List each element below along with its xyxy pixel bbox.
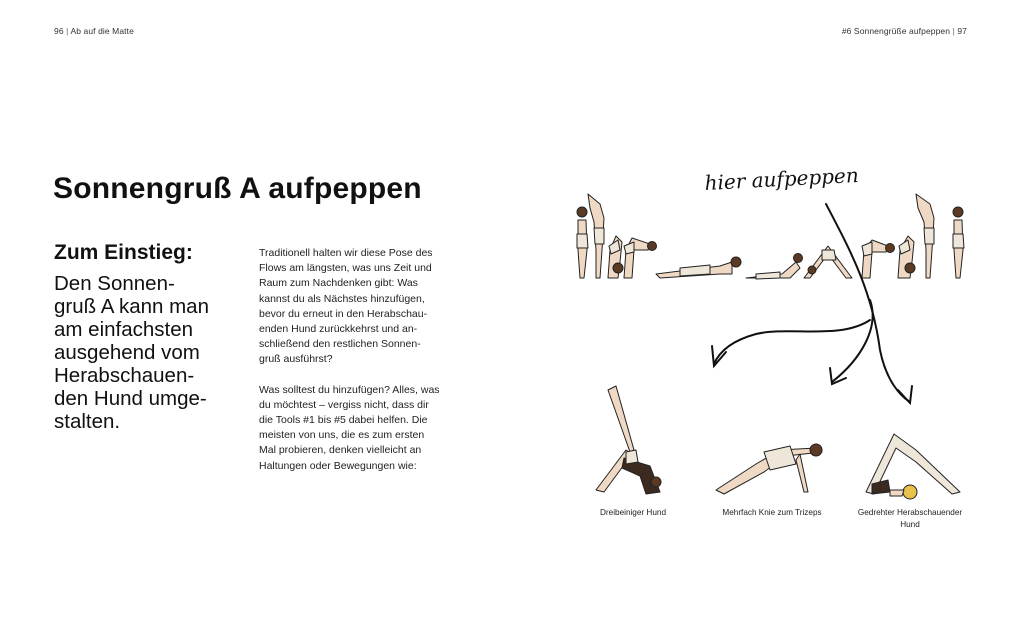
- forward-fold-figure-icon: [608, 236, 623, 278]
- standing-figure-icon: [577, 207, 588, 278]
- intro-line: gruß A kann man: [54, 295, 209, 318]
- body-line: die Tools #1 bis #5 dabei helfen. Die: [259, 414, 428, 427]
- right-section-title: #6 Sonnengrüße aufpeppen: [841, 26, 951, 36]
- right-page-number: 97: [957, 26, 967, 36]
- intro-line: ausgehend vom: [54, 341, 200, 364]
- caption-pose-2: Mehrfach Knie zum Trizeps: [722, 508, 822, 517]
- upward-salute-figure-icon: [916, 194, 934, 278]
- arrow-to-pose-3: [826, 204, 910, 402]
- body-line: gruß ausführst?: [259, 353, 333, 366]
- body-line: meisten von uns, die es zum ersten: [259, 429, 425, 442]
- pose-twisted-downward-dog-icon: [866, 434, 960, 499]
- subheading: Zum Einstieg:: [54, 241, 193, 264]
- intro-line: am einfachsten: [54, 318, 194, 341]
- pose-knee-to-triceps-icon: [716, 444, 822, 494]
- plank-figure-icon: [656, 257, 741, 278]
- right-page-header: [842, 26, 967, 36]
- caption-pose-3: [848, 507, 972, 531]
- paragraph-1: [259, 246, 449, 368]
- half-lift-figure-icon: [624, 238, 657, 278]
- caption-line: Gedrehter Herabschauender: [857, 508, 963, 517]
- paragraph-2: [259, 383, 449, 474]
- body-line: Was solltest du hinzufügen? Alles, was: [259, 383, 440, 396]
- body-line: Haltungen oder Bewegungen wie:: [259, 459, 417, 472]
- sun-salutation-sequence: [577, 194, 964, 279]
- left-page-header: [54, 26, 134, 36]
- intro-line: Den Sonnen-: [54, 272, 175, 295]
- pose-three-legged-dog-icon: [596, 386, 661, 494]
- intro-line: stalten.: [54, 410, 121, 433]
- caption-pose-1: Dreibeiniger Hund: [600, 508, 666, 517]
- yoga-illustration: [560, 150, 990, 550]
- intro-line: Herabschauen-: [54, 364, 195, 387]
- arrow-to-pose-1: [714, 320, 870, 364]
- body-line: Flows am längsten, was uns Zeit und: [259, 262, 432, 275]
- body-line: schließend den restlichen Sonnen-: [259, 338, 421, 351]
- body-line: Raum zum Nachdenken gibt: Was: [259, 277, 418, 290]
- upward-salute-figure-icon: [588, 194, 604, 278]
- half-lift-figure-icon: [862, 240, 895, 278]
- caption-line: Hund: [900, 520, 920, 529]
- header-separator: |: [952, 26, 955, 36]
- body-line: Mal probieren, denken vielleicht an: [259, 444, 422, 457]
- body-line: enden Hund zurückkehrst und an-: [259, 323, 418, 336]
- body-line: du möchtest – vergiss nicht, dass dir: [259, 398, 429, 411]
- left-section-title: Ab auf die Matte: [70, 26, 134, 36]
- arrows: [712, 204, 912, 403]
- intro-text: [54, 272, 240, 433]
- standing-figure-icon: [953, 207, 964, 278]
- body-line: kannst du als Nächstes hinzufügen,: [259, 292, 425, 305]
- body-line: bevor du erneut in den Herabschau-: [259, 307, 428, 320]
- body-text: [259, 246, 449, 474]
- downward-dog-figure-icon: [804, 246, 852, 278]
- header-separator: |: [66, 26, 69, 36]
- left-page-number: 96: [54, 26, 64, 36]
- handwritten-note: hier aufpeppen: [704, 162, 860, 195]
- arrow-to-pose-2: [832, 300, 873, 382]
- body-line: Traditionell halten wir diese Pose des: [259, 247, 433, 259]
- forward-fold-figure-icon: [898, 236, 915, 278]
- page-title: Sonnengruß A aufpeppen: [53, 172, 422, 205]
- intro-line: den Hund umge-: [54, 387, 207, 410]
- upward-dog-figure-icon: [746, 254, 803, 280]
